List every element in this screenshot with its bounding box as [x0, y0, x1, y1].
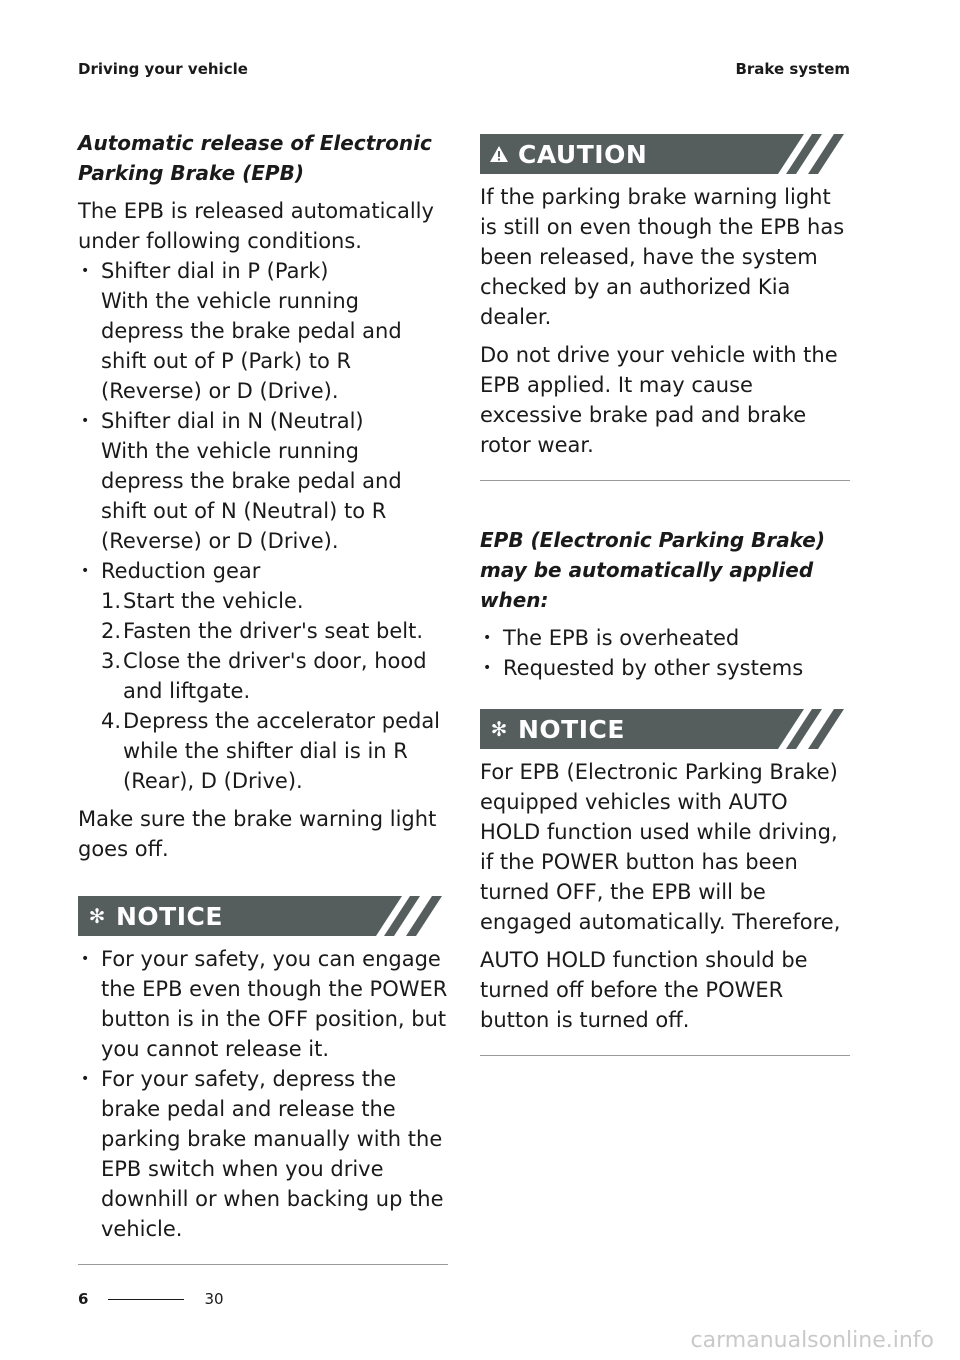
running-header-section: Driving your vehicle	[78, 60, 248, 78]
step-text: Start the vehicle.	[123, 589, 304, 613]
warning-triangle-icon	[480, 145, 518, 163]
step-text: Close the driver's door, hood and liftgate.	[123, 649, 427, 703]
step-item	[101, 586, 448, 616]
step-item	[101, 646, 448, 706]
section-divider	[78, 1264, 448, 1265]
intro-paragraph: The EPB is released automatically under following conditions.	[78, 199, 434, 253]
section-heading-auto-applied: EPB (Electronic Parking Brake) may be automatically applied when:	[480, 528, 825, 612]
step-text: Fasten the driver's seat belt.	[123, 619, 424, 643]
step-text: Depress the accelerator pedal while the shifter dial is in R (Rear), D (Drive).	[123, 709, 441, 793]
right-column	[480, 134, 850, 1056]
section-heading-auto-release: Automatic release of Electronic Parking Brake (EPB)	[78, 131, 432, 185]
list-item	[78, 406, 448, 556]
notice-list	[78, 944, 448, 1244]
condition-title: • Shifter dial in N (Neutral)	[101, 409, 364, 433]
reduction-gear-steps	[101, 586, 448, 796]
page-number: 30	[204, 1290, 224, 1308]
list-item: • For your safety, depress the brake pedal and release the parking brake manually with the EPB switch when you drive downhill or when backing up the vehicle.	[78, 1064, 448, 1244]
condition-title: • Shifter dial in P (Park)	[101, 259, 329, 283]
list-item: • Requested by other systems	[480, 653, 850, 683]
banner-stripes	[778, 709, 850, 749]
notice-banner	[480, 709, 850, 749]
release-conditions-list	[78, 256, 448, 796]
notice-banner	[78, 896, 448, 936]
step-number: 4.	[101, 709, 122, 733]
condition-text: With the vehicle running depress the brake pedal and shift out of N (Neutral) to R (Reverse) or D (Drive).	[101, 439, 402, 553]
footer-rule	[108, 1299, 184, 1300]
banner-stripes	[376, 896, 448, 936]
section-divider	[480, 1055, 850, 1056]
chapter-number: 6	[78, 1290, 89, 1308]
asterisk-icon: ✻	[490, 717, 508, 741]
caution-label: CAUTION	[518, 139, 648, 169]
caution-paragraph: If the parking brake warning light is still on even though the EPB has been released, have the system checked by an authorized Kia dealer.	[480, 185, 845, 329]
condition-text: With the vehicle running depress the brake pedal and shift out of P (Park) to R (Reverse) or D (Drive).	[101, 289, 402, 403]
banner-stripes	[778, 134, 850, 174]
auto-applied-list	[480, 623, 850, 683]
step-item	[101, 616, 448, 646]
step-item	[101, 706, 448, 796]
notice-paragraph: AUTO HOLD function should be turned off before the POWER button is turned off.	[480, 948, 808, 1032]
step-number: 3.	[101, 649, 122, 673]
list-item	[78, 556, 448, 796]
step-number: 1.	[101, 589, 122, 613]
list-item: • The EPB is overheated	[480, 623, 850, 653]
running-header-topic: Brake system	[735, 60, 850, 78]
list-item	[78, 256, 448, 406]
notice-label: NOTICE	[518, 714, 625, 744]
step-number: 2.	[101, 619, 122, 643]
page-footer	[78, 1290, 224, 1308]
caution-banner	[480, 134, 850, 174]
closing-paragraph: Make sure the brake warning light goes off.	[78, 807, 437, 861]
condition-title: • Reduction gear	[101, 559, 261, 583]
notice-paragraph: For EPB (Electronic Parking Brake) equipped vehicles with AUTO HOLD function used while driving, if the POWER button has been turned OFF, the EPB will be engaged automatically. Therefore,	[480, 760, 841, 934]
notice-label: NOTICE	[116, 901, 223, 931]
caution-paragraph: Do not drive your vehicle with the EPB applied. It may cause excessive brake pad and brake rotor wear.	[480, 343, 838, 457]
left-column	[78, 128, 448, 1265]
watermark: carmanualsonline.info	[690, 1328, 934, 1353]
asterisk-icon: ✻	[88, 904, 106, 928]
list-item: • For your safety, you can engage the EPB even though the POWER button is in the OFF position, but you cannot release it.	[78, 944, 448, 1064]
